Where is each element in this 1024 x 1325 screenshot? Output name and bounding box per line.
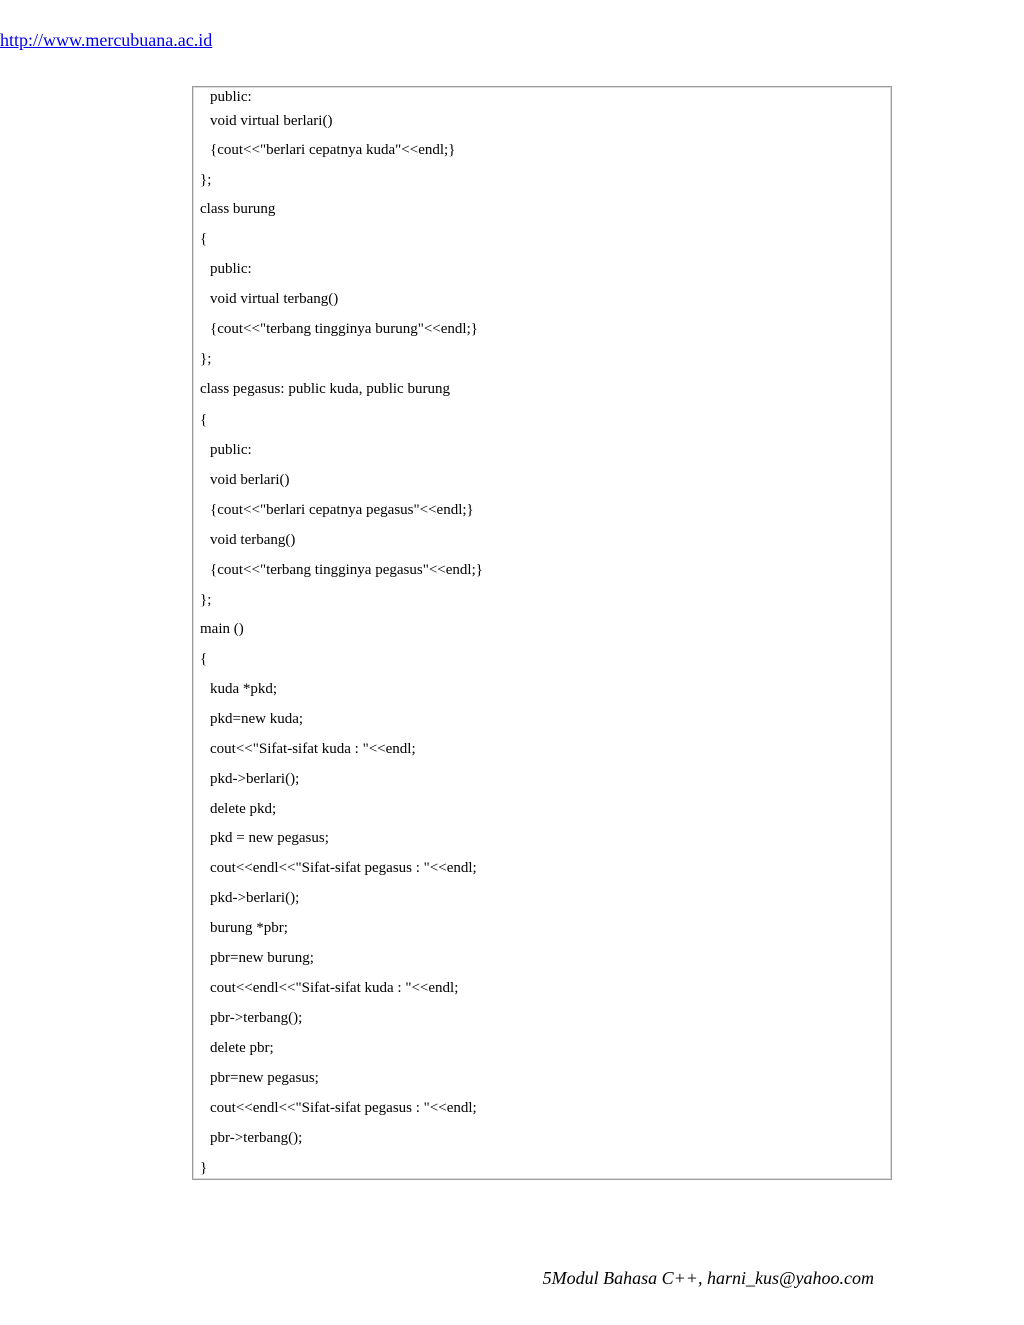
- code-line: void virtual berlari(): [210, 113, 333, 129]
- code-line: pkd = new pegasus;: [210, 830, 329, 846]
- code-listing-box: [192, 86, 892, 1180]
- code-line: class pegasus: public kuda, public burung: [200, 381, 450, 397]
- code-line: pkd=new kuda;: [210, 711, 304, 727]
- code-line: main (): [200, 621, 244, 637]
- code-line: kuda *pkd;: [210, 681, 278, 697]
- code-line: {cout<<"berlari cepatnya pegasus"<<endl;}: [210, 502, 474, 518]
- code-line: };: [200, 351, 212, 367]
- code-line: {cout<<"terbang tingginya burung"<<endl;}: [210, 321, 478, 337]
- code-line: public:: [210, 442, 252, 458]
- code-line: pkd->berlari();: [210, 890, 300, 906]
- code-line: public:: [210, 89, 252, 105]
- code-line: burung *pbr;: [210, 920, 288, 936]
- code-line: }: [200, 1160, 208, 1176]
- code-line: cout<<"Sifat-sifat kuda : "<<endl;: [210, 741, 416, 757]
- code-line: void terbang(): [210, 532, 296, 548]
- code-line: };: [200, 172, 212, 188]
- code-line: cout<<endl<<"Sifat-sifat pegasus : "<<endl;: [210, 1100, 477, 1116]
- code-line: delete pkd;: [210, 801, 277, 817]
- code-line: pkd->berlari();: [210, 771, 300, 787]
- code-line: pbr->terbang();: [210, 1130, 303, 1146]
- code-line: {: [200, 231, 208, 247]
- code-line: {cout<<"terbang tingginya pegasus"<<endl;}: [210, 562, 483, 578]
- code-line: delete pbr;: [210, 1040, 274, 1056]
- code-line: cout<<endl<<"Sifat-sifat pegasus : "<<endl;: [210, 860, 477, 876]
- code-line: pbr->terbang();: [210, 1010, 303, 1026]
- code-line: class burung: [200, 201, 276, 217]
- code-line: pbr=new burung;: [210, 950, 314, 966]
- code-line: cout<<endl<<"Sifat-sifat kuda : "<<endl;: [210, 980, 459, 996]
- code-line: {: [200, 651, 208, 667]
- code-line: pbr=new pegasus;: [210, 1070, 319, 1086]
- header-url-link[interactable]: http://www.mercubuana.ac.id: [0, 30, 213, 50]
- code-line: public:: [210, 261, 252, 277]
- code-line: void berlari(): [210, 472, 290, 488]
- code-line: {cout<<"berlari cepatnya kuda"<<endl;}: [210, 142, 456, 158]
- code-line: };: [200, 592, 212, 608]
- code-line: {: [200, 412, 208, 428]
- page-footer: 5Modul Bahasa C++, harni_kus@yahoo.com: [542, 1268, 874, 1288]
- code-line: void virtual terbang(): [210, 291, 339, 307]
